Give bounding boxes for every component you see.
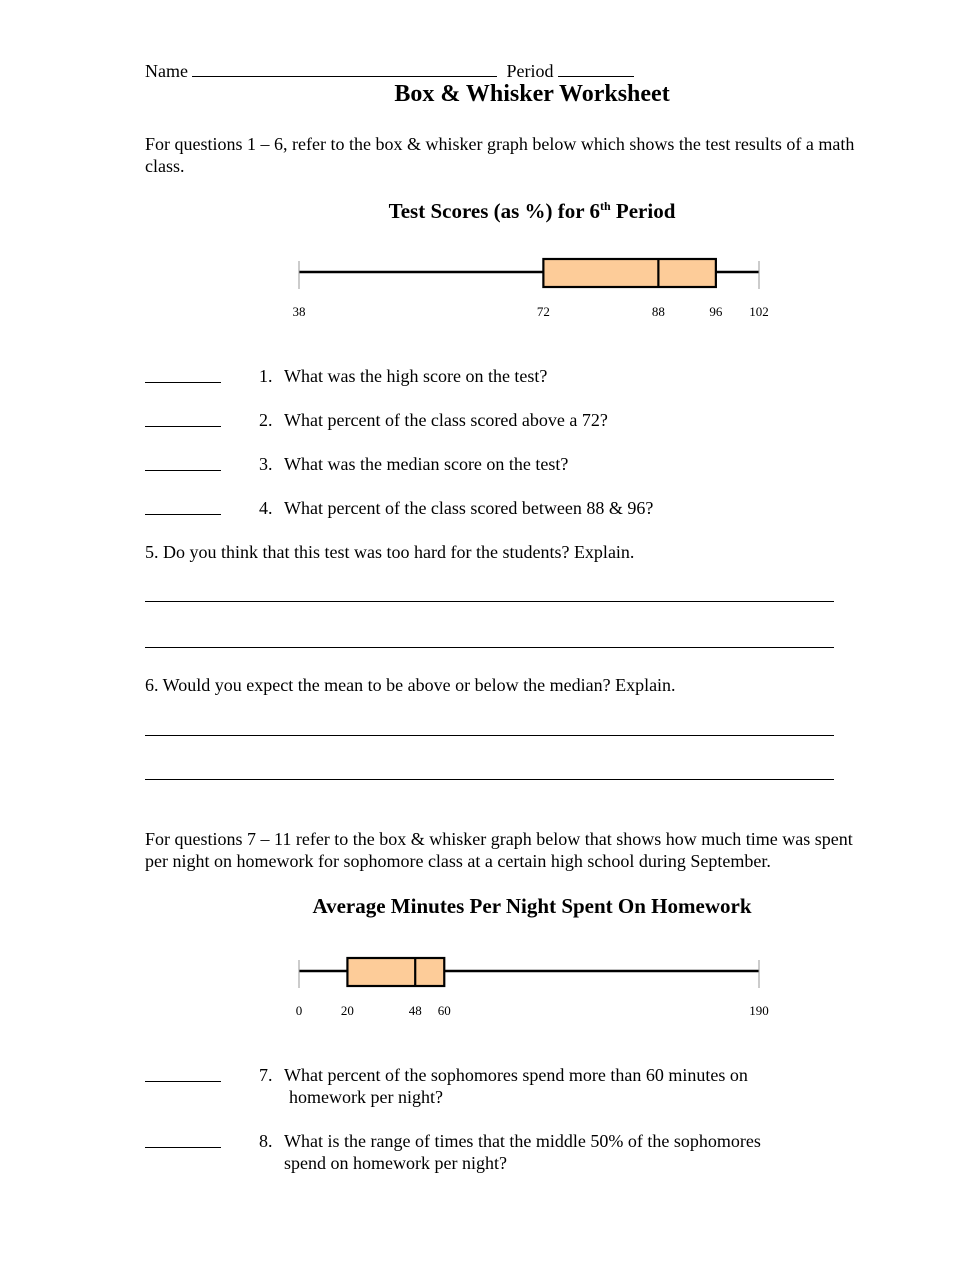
tick-label: 96 bbox=[709, 304, 723, 319]
tick-label: 190 bbox=[749, 1003, 769, 1018]
tick-label: 0 bbox=[295, 1003, 303, 1018]
answer-blank-7[interactable] bbox=[145, 1064, 221, 1082]
question-text: What was the high score on the test? bbox=[284, 366, 548, 386]
name-label: Name bbox=[145, 61, 188, 81]
tick-label: 20 bbox=[340, 1003, 354, 1018]
section2-intro-line2: per night on homework for sophomore class at a certain high school during September. bbox=[145, 851, 771, 871]
question-text-line1: What percent of the sophomores spend more than 60 minutes on bbox=[284, 1065, 748, 1085]
question-text: What percent of the class scored between 88 & 96? bbox=[284, 498, 654, 518]
chart2-title: Average Minutes Per Night Spent On Homework bbox=[312, 894, 752, 918]
question-text-line2: spend on homework per night? bbox=[284, 1153, 507, 1173]
question-number: 3. bbox=[259, 454, 273, 474]
question-text: What percent of the class scored above a 72? bbox=[284, 410, 608, 430]
section2-intro-line1: For questions 7 – 11 refer to the box & whisker graph below that shows how much time was spent bbox=[145, 829, 853, 849]
tick-label: 60 bbox=[437, 1003, 451, 1018]
tick-label: 102 bbox=[749, 304, 769, 319]
question-5: 5. Do you think that this test was too hard for the students? Explain. bbox=[145, 542, 635, 562]
question-text-line1: What is the range of times that the middle 50% of the sophomores bbox=[284, 1131, 761, 1151]
question-7 bbox=[145, 1064, 748, 1108]
section1-intro-line1: For questions 1 – 6, refer to the box & whisker graph below which shows the test results of a math bbox=[145, 134, 855, 154]
period-label: Period bbox=[506, 61, 554, 81]
chart2-box bbox=[347, 958, 444, 986]
question-number: 2. bbox=[259, 410, 273, 430]
question-8 bbox=[145, 1130, 761, 1174]
question-number: 1. bbox=[259, 366, 273, 386]
question-number: 8. bbox=[259, 1131, 273, 1151]
section1-intro-line2: class. bbox=[145, 156, 185, 176]
answer-blank-8[interactable] bbox=[145, 1130, 221, 1148]
chart1-title: Test Scores (as %) for 6th Period bbox=[388, 199, 676, 223]
question-number: 7. bbox=[259, 1065, 273, 1085]
question-text-line2: homework per night? bbox=[289, 1087, 443, 1107]
tick-label: 38 bbox=[292, 304, 306, 319]
tick-label: 48 bbox=[408, 1003, 422, 1018]
chart2-tick-labels bbox=[0, 1003, 979, 1019]
tick-label: 88 bbox=[651, 304, 665, 319]
page-title: Box & Whisker Worksheet bbox=[394, 81, 670, 107]
question-6: 6. Would you expect the mean to be above or below the median? Explain. bbox=[145, 675, 676, 695]
question-text: What was the median score on the test? bbox=[284, 454, 569, 474]
tick-label: 72 bbox=[536, 304, 550, 319]
question-number: 4. bbox=[259, 498, 273, 518]
